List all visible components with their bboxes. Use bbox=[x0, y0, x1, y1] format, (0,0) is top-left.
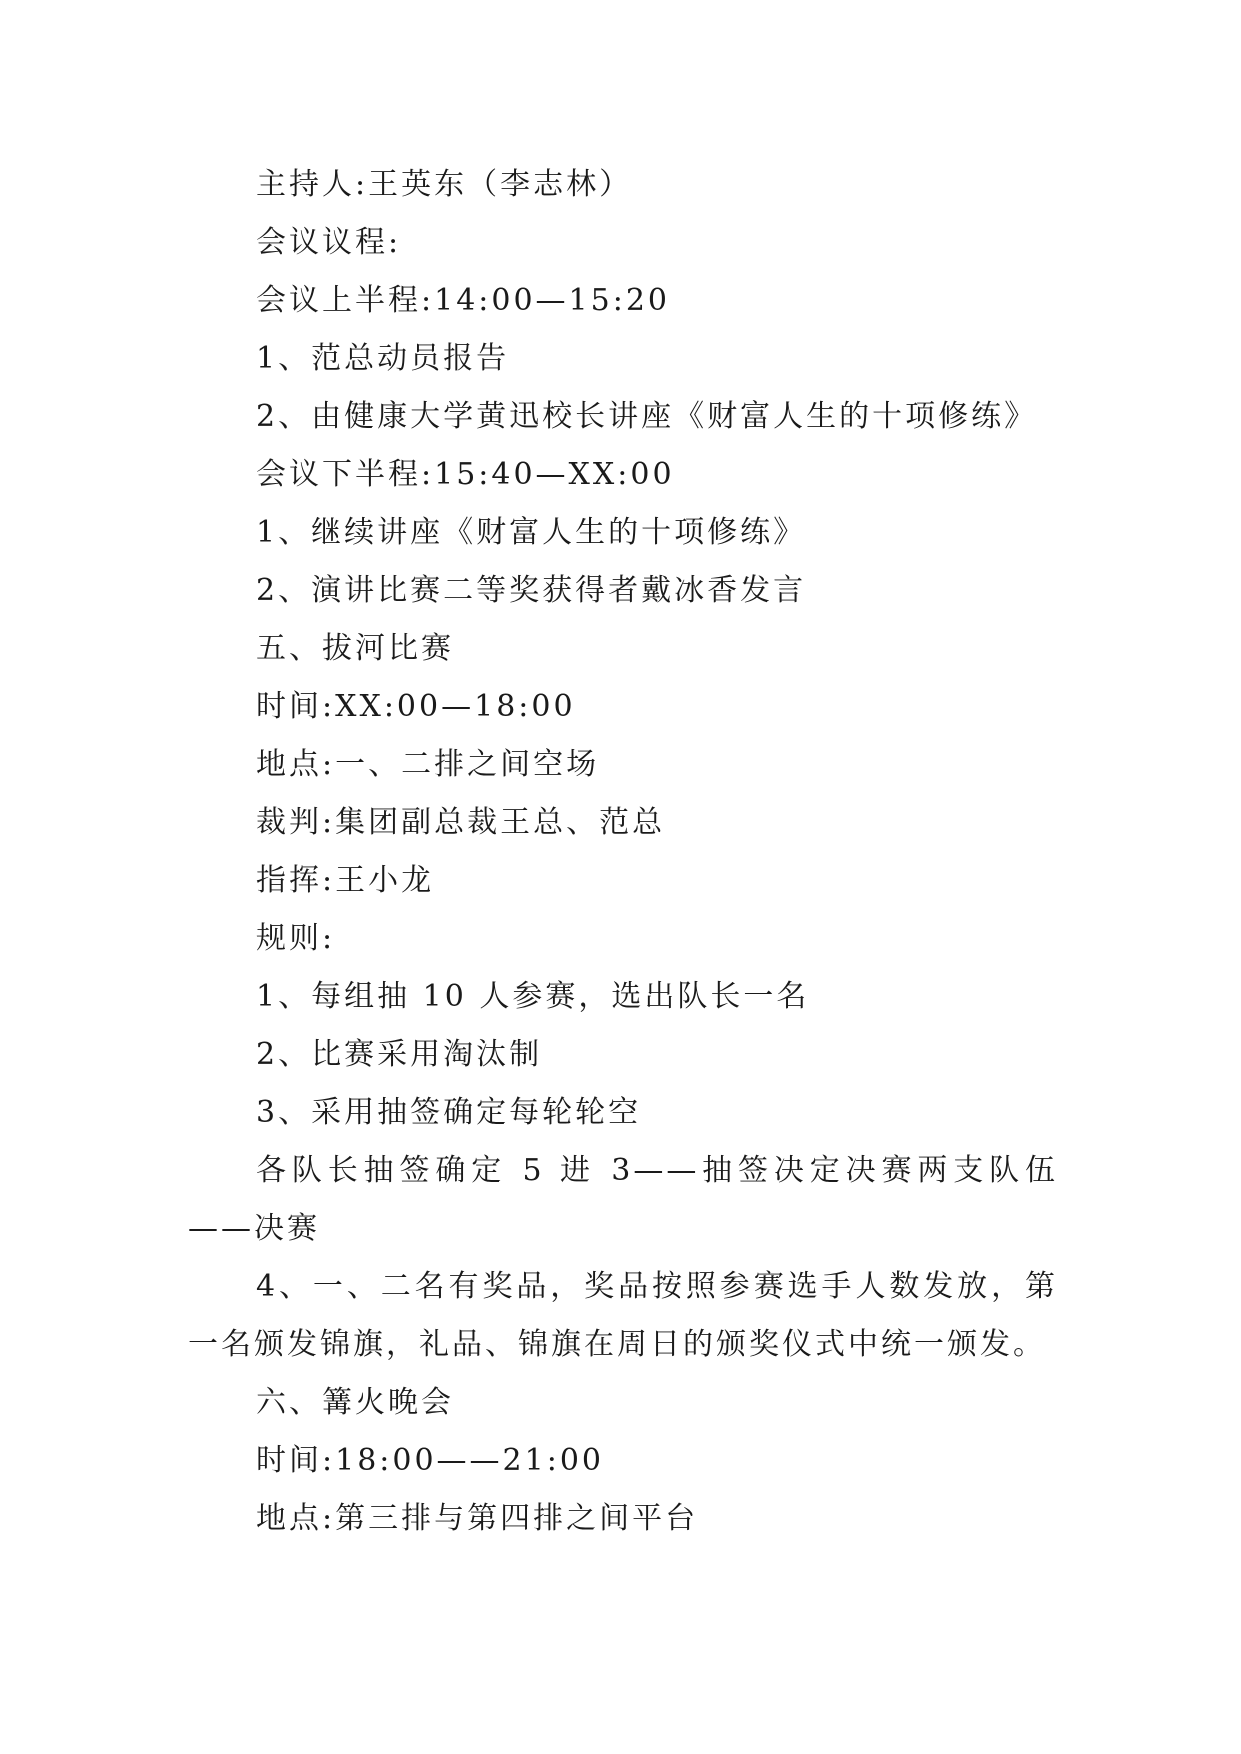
prize-rule: 4、一、二名有奖品，奖品按照参赛选手人数发放，第一名颁发锦旗，礼品、锦旗在周日的颁奖仪式中统一颁发。 bbox=[188, 1269, 1058, 1362]
agenda-item: 1、范总动员报告 bbox=[256, 341, 510, 376]
agenda-item: 2、演讲比赛二等奖获得者戴冰香发言 bbox=[256, 573, 807, 608]
first-half-time: 会议上半程:14:00—15:20 bbox=[256, 283, 671, 318]
event-time: 时间:XX:00—18:00 bbox=[256, 689, 576, 724]
agenda-heading: 会议议程: bbox=[256, 225, 402, 260]
event-time: 时间:18:00——21:00 bbox=[256, 1443, 605, 1478]
event-location: 地点:第三排与第四排之间平台 bbox=[256, 1501, 699, 1536]
section-heading-bonfire: 六、篝火晚会 bbox=[256, 1385, 454, 1420]
rule-item: 3、采用抽签确定每轮轮空 bbox=[256, 1095, 642, 1130]
section-heading-tug-of-war: 五、拔河比赛 bbox=[256, 631, 454, 666]
host-line: 主持人:王英东（李志林） bbox=[256, 167, 633, 202]
second-half-time: 会议下半程:15:40—XX:00 bbox=[256, 457, 675, 492]
rule-item: 1、每组抽 10 人参赛，选出队长一名 bbox=[256, 979, 810, 1014]
event-conductor: 指挥:王小龙 bbox=[256, 863, 435, 898]
event-location: 地点:一、二排之间空场 bbox=[256, 747, 600, 782]
rules-heading: 规则: bbox=[256, 921, 336, 956]
agenda-item: 1、继续讲座《财富人生的十项修练》 bbox=[256, 515, 807, 550]
event-referee: 裁判:集团副总裁王总、范总 bbox=[256, 805, 666, 840]
rule-item: 2、比赛采用淘汰制 bbox=[256, 1037, 543, 1072]
draw-process: 各队长抽签确定 5 进 3——抽签决定决赛两支队伍——决赛 bbox=[188, 1153, 1058, 1246]
document-body bbox=[188, 156, 1058, 1548]
agenda-item: 2、由健康大学黄迅校长讲座《财富人生的十项修练》 bbox=[256, 399, 1038, 434]
